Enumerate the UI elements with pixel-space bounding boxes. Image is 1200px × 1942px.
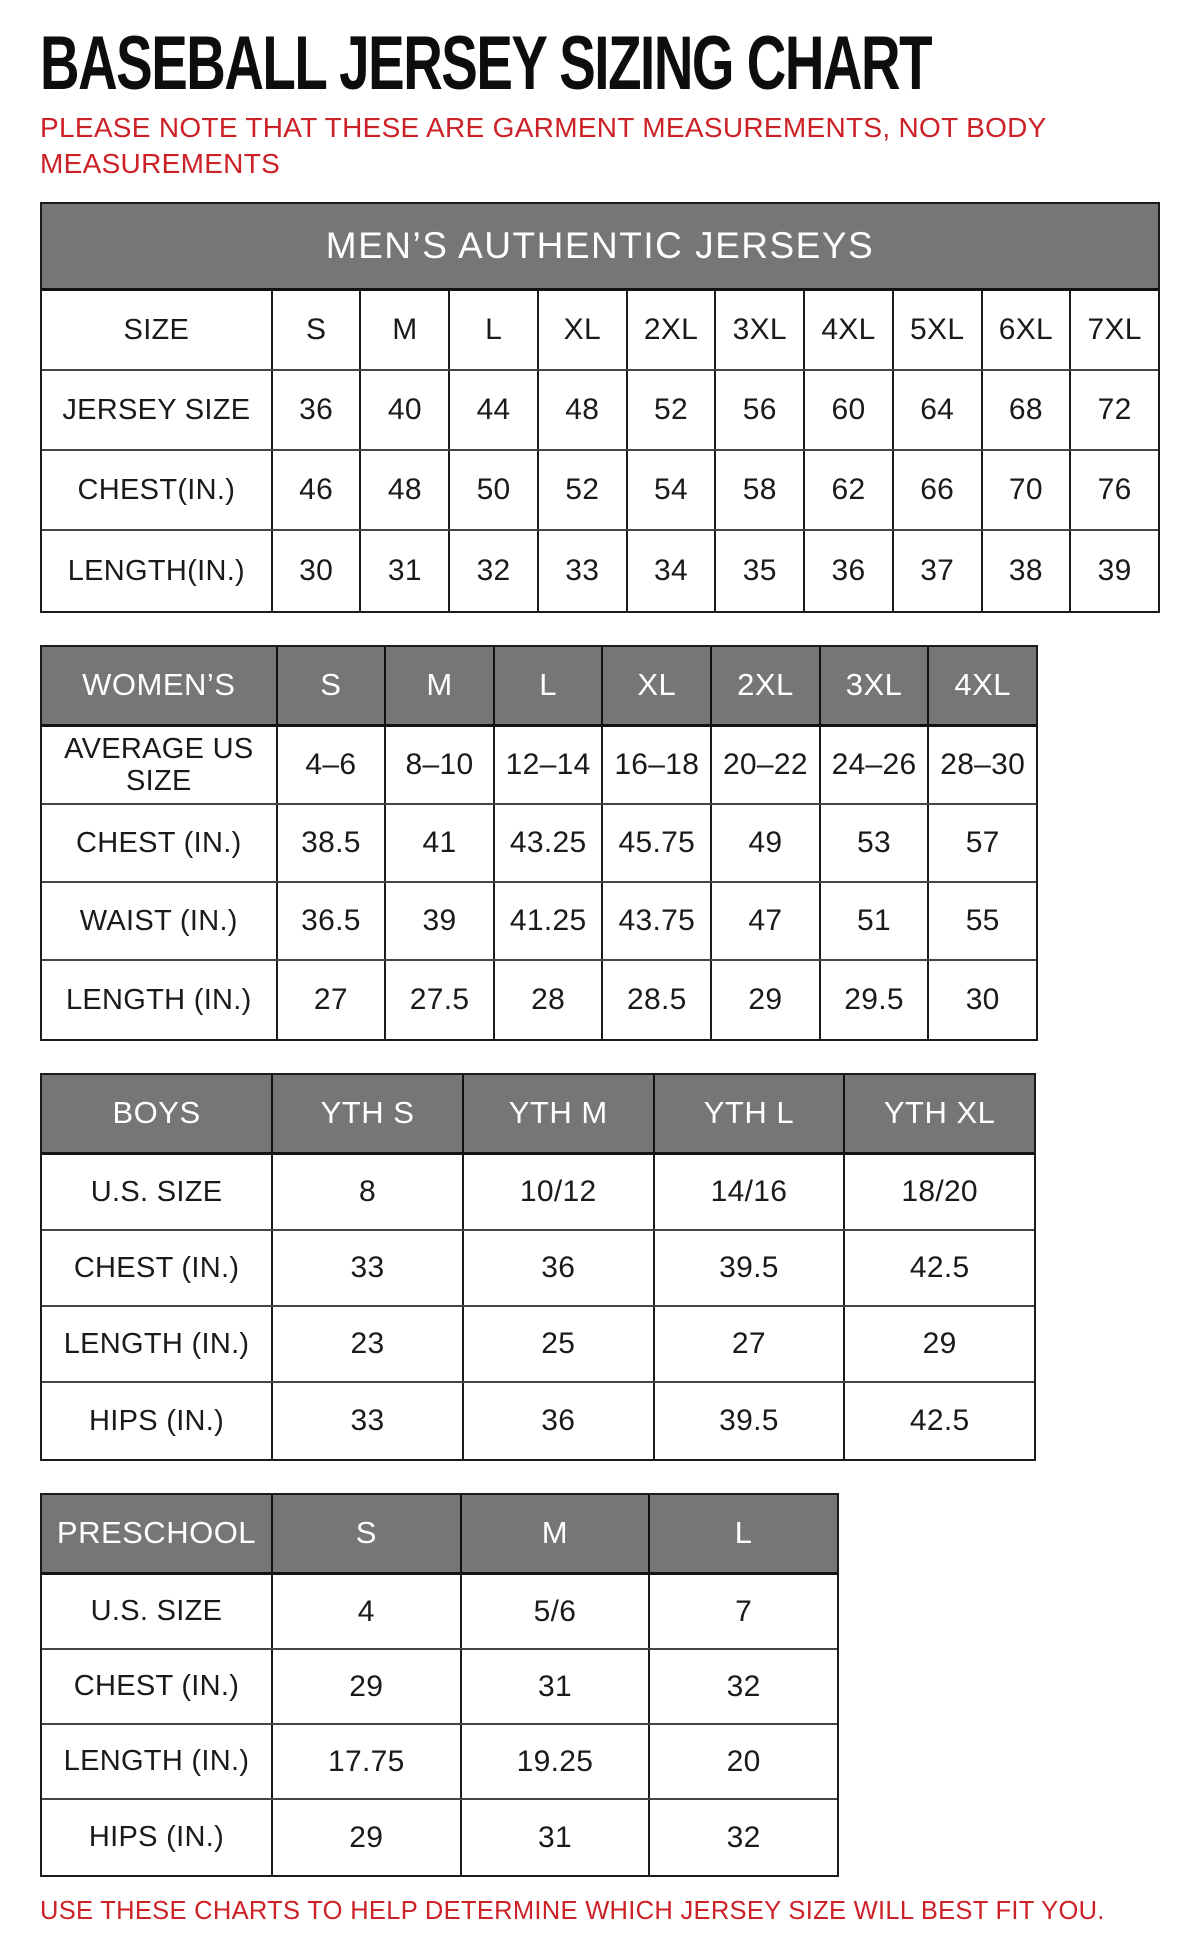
mens-value-cell: 66 — [892, 451, 981, 529]
preschool-value-cell: 29 — [271, 1650, 460, 1723]
womens-value-cell: 57 — [927, 805, 1036, 881]
preschool-value-cell: 7 — [648, 1575, 837, 1648]
mens-band-title: MEN’S AUTHENTIC JERSEYS — [42, 204, 1158, 291]
boys-value-cell: 29 — [843, 1307, 1034, 1381]
page-title: BASEBALL JERSEY SIZING CHART — [40, 21, 932, 106]
mens-column-header: XL — [537, 291, 626, 369]
mens-value-cell: 58 — [714, 451, 803, 529]
preschool-data-row — [42, 1800, 837, 1875]
boys-value-cell: 25 — [462, 1307, 653, 1381]
mens-sizing-table — [40, 202, 1160, 613]
mens-value-cell: 32 — [448, 531, 537, 611]
mens-row-label: JERSEY SIZE — [62, 393, 251, 426]
preschool-data-row — [42, 1575, 837, 1650]
womens-value-cell: 27.5 — [384, 961, 493, 1039]
womens-column-header: 3XL — [819, 647, 928, 724]
mens-value-cell: 38 — [981, 531, 1070, 611]
boys-column-header: YTH L — [653, 1075, 844, 1152]
boys-value-cell: 10/12 — [462, 1155, 653, 1229]
womens-value-cell: 47 — [710, 883, 819, 959]
mens-value-cell: 46 — [271, 451, 360, 529]
boys-data-row — [42, 1155, 1034, 1231]
garment-note-line-2: MEASUREMENTS — [40, 148, 281, 179]
boys-value-cell: 36 — [462, 1231, 653, 1305]
preschool-data-row — [42, 1725, 837, 1800]
mens-column-header: 7XL — [1069, 291, 1158, 369]
boys-value-cell: 36 — [462, 1383, 653, 1459]
womens-value-cell: 53 — [819, 805, 928, 881]
mens-value-cell: 54 — [626, 451, 715, 529]
boys-value-cell: 33 — [271, 1383, 462, 1459]
preschool-value-cell: 5/6 — [460, 1575, 649, 1648]
womens-value-cell: 43.25 — [493, 805, 602, 881]
womens-value-cell: 36.5 — [276, 883, 385, 959]
womens-value-cell: 24–26 — [819, 727, 928, 803]
womens-row-label: LENGTH (IN.) — [65, 983, 252, 1016]
mens-value-cell: 39 — [1069, 531, 1158, 611]
boys-value-cell: 42.5 — [843, 1383, 1034, 1459]
mens-value-cell: 48 — [537, 371, 626, 449]
footer-note: USE THESE CHARTS TO HELP DETERMINE WHICH JERSEY SIZE WILL BEST FIT YOU. — [40, 1897, 1105, 1925]
mens-value-cell: 76 — [1069, 451, 1158, 529]
boys-value-cell: 18/20 — [843, 1155, 1034, 1229]
mens-value-cell: 33 — [537, 531, 626, 611]
womens-value-cell: 43.75 — [601, 883, 710, 959]
womens-column-header: S — [276, 647, 385, 724]
mens-value-cell: 62 — [803, 451, 892, 529]
womens-value-cell: 8–10 — [384, 727, 493, 803]
mens-value-cell: 48 — [359, 451, 448, 529]
mens-value-cell: 68 — [981, 371, 1070, 449]
mens-column-header: 5XL — [892, 291, 981, 369]
womens-row-label: AVERAGE US SIZE — [64, 732, 254, 797]
preschool-column-header: S — [271, 1495, 460, 1572]
mens-value-cell: 36 — [271, 371, 360, 449]
womens-row-label: CHEST (IN.) — [76, 826, 242, 859]
womens-column-header: 4XL — [927, 647, 1036, 724]
mens-value-cell: 52 — [537, 451, 626, 529]
mens-value-cell: 50 — [448, 451, 537, 529]
boys-value-cell: 8 — [271, 1155, 462, 1229]
womens-value-cell: 51 — [819, 883, 928, 959]
womens-column-header: L — [493, 647, 602, 724]
womens-value-cell: 38.5 — [276, 805, 385, 881]
boys-header-label: BOYS — [42, 1075, 271, 1152]
womens-column-header: M — [384, 647, 493, 724]
womens-value-cell: 28.5 — [601, 961, 710, 1039]
mens-value-cell: 30 — [271, 531, 360, 611]
preschool-header-row — [42, 1495, 837, 1575]
mens-data-row — [42, 371, 1158, 451]
mens-value-cell: 60 — [803, 371, 892, 449]
womens-header-row — [42, 647, 1036, 727]
preschool-sizing-table — [40, 1493, 839, 1877]
mens-column-header: 3XL — [714, 291, 803, 369]
womens-value-cell: 16–18 — [601, 727, 710, 803]
womens-value-cell: 49 — [710, 805, 819, 881]
boys-value-cell: 42.5 — [843, 1231, 1034, 1305]
womens-value-cell: 55 — [927, 883, 1036, 959]
boys-sizing-table — [40, 1073, 1036, 1461]
womens-value-cell: 45.75 — [601, 805, 710, 881]
mens-column-header: 4XL — [803, 291, 892, 369]
mens-data-row — [42, 531, 1158, 611]
womens-data-row — [42, 961, 1036, 1039]
mens-value-cell: 35 — [714, 531, 803, 611]
garment-note — [40, 110, 1160, 182]
boys-data-row — [42, 1383, 1034, 1459]
mens-value-cell: 31 — [359, 531, 448, 611]
boys-row-label: LENGTH (IN.) — [63, 1327, 250, 1360]
mens-data-row — [42, 451, 1158, 531]
mens-value-cell: 52 — [626, 371, 715, 449]
mens-value-cell: 72 — [1069, 371, 1158, 449]
womens-column-header: XL — [601, 647, 710, 724]
womens-value-cell: 27 — [276, 961, 385, 1039]
mens-row-label: LENGTH(IN.) — [67, 554, 246, 587]
preschool-value-cell: 32 — [648, 1800, 837, 1875]
mens-value-cell: 56 — [714, 371, 803, 449]
preschool-value-cell: 31 — [460, 1800, 649, 1875]
preschool-value-cell: 31 — [460, 1650, 649, 1723]
womens-value-cell: 29.5 — [819, 961, 928, 1039]
mens-header-row — [42, 291, 1158, 371]
womens-value-cell: 39 — [384, 883, 493, 959]
preschool-row-label: HIPS (IN.) — [88, 1821, 225, 1854]
garment-note-line-1: PLEASE NOTE THAT THESE ARE GARMENT MEASUREMENTS, NOT BODY — [40, 112, 1047, 143]
preschool-value-cell: 4 — [271, 1575, 460, 1648]
boys-value-cell: 33 — [271, 1231, 462, 1305]
womens-value-cell: 12–14 — [493, 727, 602, 803]
womens-sizing-table — [40, 645, 1038, 1041]
boys-value-cell: 14/16 — [653, 1155, 844, 1229]
mens-header-label: SIZE — [123, 313, 190, 346]
boys-data-row — [42, 1231, 1034, 1307]
mens-column-header: S — [271, 291, 360, 369]
womens-data-row — [42, 805, 1036, 883]
womens-value-cell: 29 — [710, 961, 819, 1039]
preschool-value-cell: 17.75 — [271, 1725, 460, 1798]
boys-column-header: YTH M — [462, 1075, 653, 1152]
mens-row-label: CHEST(IN.) — [77, 473, 236, 506]
boys-value-cell: 27 — [653, 1307, 844, 1381]
womens-data-row — [42, 883, 1036, 961]
boys-column-header: YTH XL — [843, 1075, 1034, 1152]
boys-value-cell: 23 — [271, 1307, 462, 1381]
preschool-data-row — [42, 1650, 837, 1725]
preschool-value-cell: 19.25 — [460, 1725, 649, 1798]
preschool-value-cell: 32 — [648, 1650, 837, 1723]
mens-value-cell: 70 — [981, 451, 1070, 529]
preschool-header-label: PRESCHOOL — [42, 1495, 271, 1572]
mens-value-cell: 34 — [626, 531, 715, 611]
boys-row-label: U.S. SIZE — [90, 1175, 223, 1208]
womens-header-label: WOMEN’S — [42, 647, 276, 724]
preschool-value-cell: 29 — [271, 1800, 460, 1875]
womens-value-cell: 4–6 — [276, 727, 385, 803]
womens-value-cell: 20–22 — [710, 727, 819, 803]
mens-value-cell: 40 — [359, 371, 448, 449]
mens-value-cell: 64 — [892, 371, 981, 449]
boys-row-label: HIPS (IN.) — [89, 1404, 225, 1437]
preschool-row-label: LENGTH (IN.) — [63, 1745, 250, 1778]
preschool-value-cell: 20 — [648, 1725, 837, 1798]
boys-row-label: CHEST (IN.) — [73, 1251, 240, 1284]
mens-column-header: 6XL — [981, 291, 1070, 369]
womens-row-label: WAIST (IN.) — [79, 904, 238, 937]
mens-value-cell: 44 — [448, 371, 537, 449]
womens-value-cell: 28–30 — [927, 727, 1036, 803]
preschool-column-header: L — [648, 1495, 837, 1572]
mens-column-header: M — [359, 291, 448, 369]
preschool-column-header: M — [460, 1495, 649, 1572]
mens-column-header: L — [448, 291, 537, 369]
preschool-row-label: U.S. SIZE — [90, 1595, 223, 1628]
mens-value-cell: 37 — [892, 531, 981, 611]
womens-value-cell: 41.25 — [493, 883, 602, 959]
boys-column-header: YTH S — [271, 1075, 462, 1152]
womens-data-row — [42, 727, 1036, 805]
womens-column-header: 2XL — [710, 647, 819, 724]
mens-column-header: 2XL — [626, 291, 715, 369]
womens-value-cell: 41 — [384, 805, 493, 881]
boys-data-row — [42, 1307, 1034, 1383]
boys-value-cell: 39.5 — [653, 1231, 844, 1305]
womens-value-cell: 28 — [493, 961, 602, 1039]
preschool-row-label: CHEST (IN.) — [73, 1670, 240, 1703]
womens-value-cell: 30 — [927, 961, 1036, 1039]
boys-header-row — [42, 1075, 1034, 1155]
boys-value-cell: 39.5 — [653, 1383, 844, 1459]
mens-value-cell: 36 — [803, 531, 892, 611]
